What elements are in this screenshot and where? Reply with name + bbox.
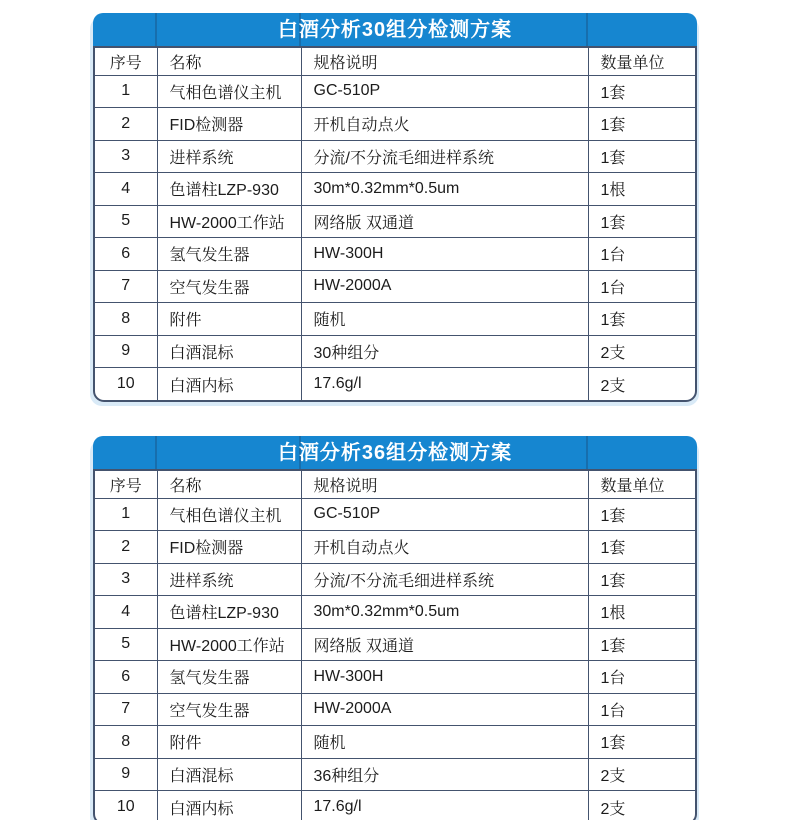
spec-cell: 30m*0.32mm*0.5um xyxy=(301,173,588,206)
table-row xyxy=(95,726,697,759)
table-row xyxy=(95,335,697,368)
table-title: 白酒分析30组分检测方案 xyxy=(277,18,513,41)
spec-cell: 17.6g/l xyxy=(301,368,588,401)
table-title-banner xyxy=(93,13,697,46)
column-header-spec: 规格说明 xyxy=(301,471,588,498)
column-header-index: 序号 xyxy=(95,48,157,75)
quantity-cell: 1台 xyxy=(588,238,697,271)
item-name-cell: 附件 xyxy=(157,726,301,759)
quantity-cell: 1套 xyxy=(588,498,697,531)
spec-cell: 17.6g/l xyxy=(301,791,588,820)
row-index-cell: 3 xyxy=(95,563,157,596)
table-title: 白酒分析36组分检测方案 xyxy=(277,441,513,464)
spec-cell: GC-510P xyxy=(301,75,588,108)
item-name-cell: 附件 xyxy=(157,303,301,336)
quantity-cell: 1套 xyxy=(588,726,697,759)
item-name-cell: HW-2000工作站 xyxy=(157,205,301,238)
spec-table-card-30 xyxy=(93,13,697,402)
quantity-cell: 1套 xyxy=(588,563,697,596)
row-index-cell: 8 xyxy=(95,726,157,759)
row-index-cell: 5 xyxy=(95,205,157,238)
quantity-cell: 1根 xyxy=(588,596,697,629)
table-row xyxy=(95,303,697,336)
table-wrapper xyxy=(93,46,697,402)
table-row xyxy=(95,173,697,206)
spec-cell: GC-510P xyxy=(301,498,588,531)
item-name-cell: 色谱柱LZP-930 xyxy=(157,596,301,629)
spec-table-30 xyxy=(95,48,697,400)
spec-table-36 xyxy=(95,471,697,820)
quantity-cell: 2支 xyxy=(588,791,697,820)
table-row xyxy=(95,75,697,108)
table-wrapper xyxy=(93,469,697,820)
quantity-cell: 1套 xyxy=(588,531,697,564)
row-index-cell: 10 xyxy=(95,791,157,820)
spec-cell: 随机 xyxy=(301,303,588,336)
quantity-cell: 1台 xyxy=(588,661,697,694)
item-name-cell: 氢气发生器 xyxy=(157,661,301,694)
table-row xyxy=(95,108,697,141)
table-row xyxy=(95,661,697,694)
quantity-cell: 2支 xyxy=(588,335,697,368)
spec-cell: 30m*0.32mm*0.5um xyxy=(301,596,588,629)
banner-column-divider xyxy=(586,436,588,469)
row-index-cell: 2 xyxy=(95,108,157,141)
table-row xyxy=(95,140,697,173)
row-index-cell: 9 xyxy=(95,758,157,791)
spec-cell: HW-2000A xyxy=(301,693,588,726)
item-name-cell: 气相色谱仪主机 xyxy=(157,75,301,108)
header-row xyxy=(95,471,697,498)
table-row xyxy=(95,693,697,726)
column-header-name: 名称 xyxy=(157,48,301,75)
quantity-cell: 1根 xyxy=(588,173,697,206)
row-index-cell: 1 xyxy=(95,498,157,531)
item-name-cell: 气相色谱仪主机 xyxy=(157,498,301,531)
row-index-cell: 9 xyxy=(95,335,157,368)
row-index-cell: 7 xyxy=(95,270,157,303)
spec-cell: 开机自动点火 xyxy=(301,531,588,564)
item-name-cell: HW-2000工作站 xyxy=(157,628,301,661)
row-index-cell: 4 xyxy=(95,173,157,206)
table-row xyxy=(95,531,697,564)
item-name-cell: 白酒内标 xyxy=(157,368,301,401)
spec-cell: 30种组分 xyxy=(301,335,588,368)
banner-column-divider xyxy=(155,13,157,46)
quantity-cell: 1套 xyxy=(588,108,697,141)
table-row xyxy=(95,498,697,531)
banner-column-divider xyxy=(586,13,588,46)
item-name-cell: 氢气发生器 xyxy=(157,238,301,271)
table-row xyxy=(95,596,697,629)
quantity-cell: 1台 xyxy=(588,270,697,303)
spec-cell: HW-300H xyxy=(301,238,588,271)
row-index-cell: 7 xyxy=(95,693,157,726)
spec-cell: 网络版 双通道 xyxy=(301,628,588,661)
quantity-cell: 1套 xyxy=(588,140,697,173)
table-row xyxy=(95,563,697,596)
quantity-cell: 1套 xyxy=(588,75,697,108)
quantity-cell: 2支 xyxy=(588,758,697,791)
spec-cell: 分流/不分流毛细进样系统 xyxy=(301,563,588,596)
item-name-cell: FID检测器 xyxy=(157,531,301,564)
table-row xyxy=(95,238,697,271)
banner-column-divider xyxy=(155,436,157,469)
spec-cell: 开机自动点火 xyxy=(301,108,588,141)
item-name-cell: 进样系统 xyxy=(157,563,301,596)
column-header-name: 名称 xyxy=(157,471,301,498)
row-index-cell: 4 xyxy=(95,596,157,629)
row-index-cell: 6 xyxy=(95,661,157,694)
row-index-cell: 1 xyxy=(95,75,157,108)
table-body xyxy=(95,75,697,400)
table-title-banner xyxy=(93,436,697,469)
item-name-cell: 色谱柱LZP-930 xyxy=(157,173,301,206)
column-header-qty: 数量单位 xyxy=(588,471,697,498)
row-index-cell: 2 xyxy=(95,531,157,564)
quantity-cell: 2支 xyxy=(588,368,697,401)
row-index-cell: 3 xyxy=(95,140,157,173)
spec-cell: 随机 xyxy=(301,726,588,759)
quantity-cell: 1套 xyxy=(588,303,697,336)
row-index-cell: 10 xyxy=(95,368,157,401)
quantity-cell: 1套 xyxy=(588,628,697,661)
column-header-index: 序号 xyxy=(95,471,157,498)
column-header-qty: 数量单位 xyxy=(588,48,697,75)
table-row xyxy=(95,791,697,820)
column-header-spec: 规格说明 xyxy=(301,48,588,75)
item-name-cell: 进样系统 xyxy=(157,140,301,173)
item-name-cell: 白酒内标 xyxy=(157,791,301,820)
row-index-cell: 6 xyxy=(95,238,157,271)
spec-table-card-36 xyxy=(93,436,697,820)
table-row xyxy=(95,205,697,238)
table-body xyxy=(95,498,697,820)
spec-cell: 36种组分 xyxy=(301,758,588,791)
quantity-cell: 1套 xyxy=(588,205,697,238)
item-name-cell: 空气发生器 xyxy=(157,693,301,726)
row-index-cell: 8 xyxy=(95,303,157,336)
item-name-cell: 白酒混标 xyxy=(157,335,301,368)
table-row xyxy=(95,758,697,791)
row-index-cell: 5 xyxy=(95,628,157,661)
item-name-cell: FID检测器 xyxy=(157,108,301,141)
spec-cell: 分流/不分流毛细进样系统 xyxy=(301,140,588,173)
table-row xyxy=(95,368,697,401)
table-row xyxy=(95,628,697,661)
item-name-cell: 白酒混标 xyxy=(157,758,301,791)
quantity-cell: 1台 xyxy=(588,693,697,726)
header-row xyxy=(95,48,697,75)
item-name-cell: 空气发生器 xyxy=(157,270,301,303)
spec-cell: 网络版 双通道 xyxy=(301,205,588,238)
spec-cell: HW-2000A xyxy=(301,270,588,303)
table-row xyxy=(95,270,697,303)
spec-cell: HW-300H xyxy=(301,661,588,694)
